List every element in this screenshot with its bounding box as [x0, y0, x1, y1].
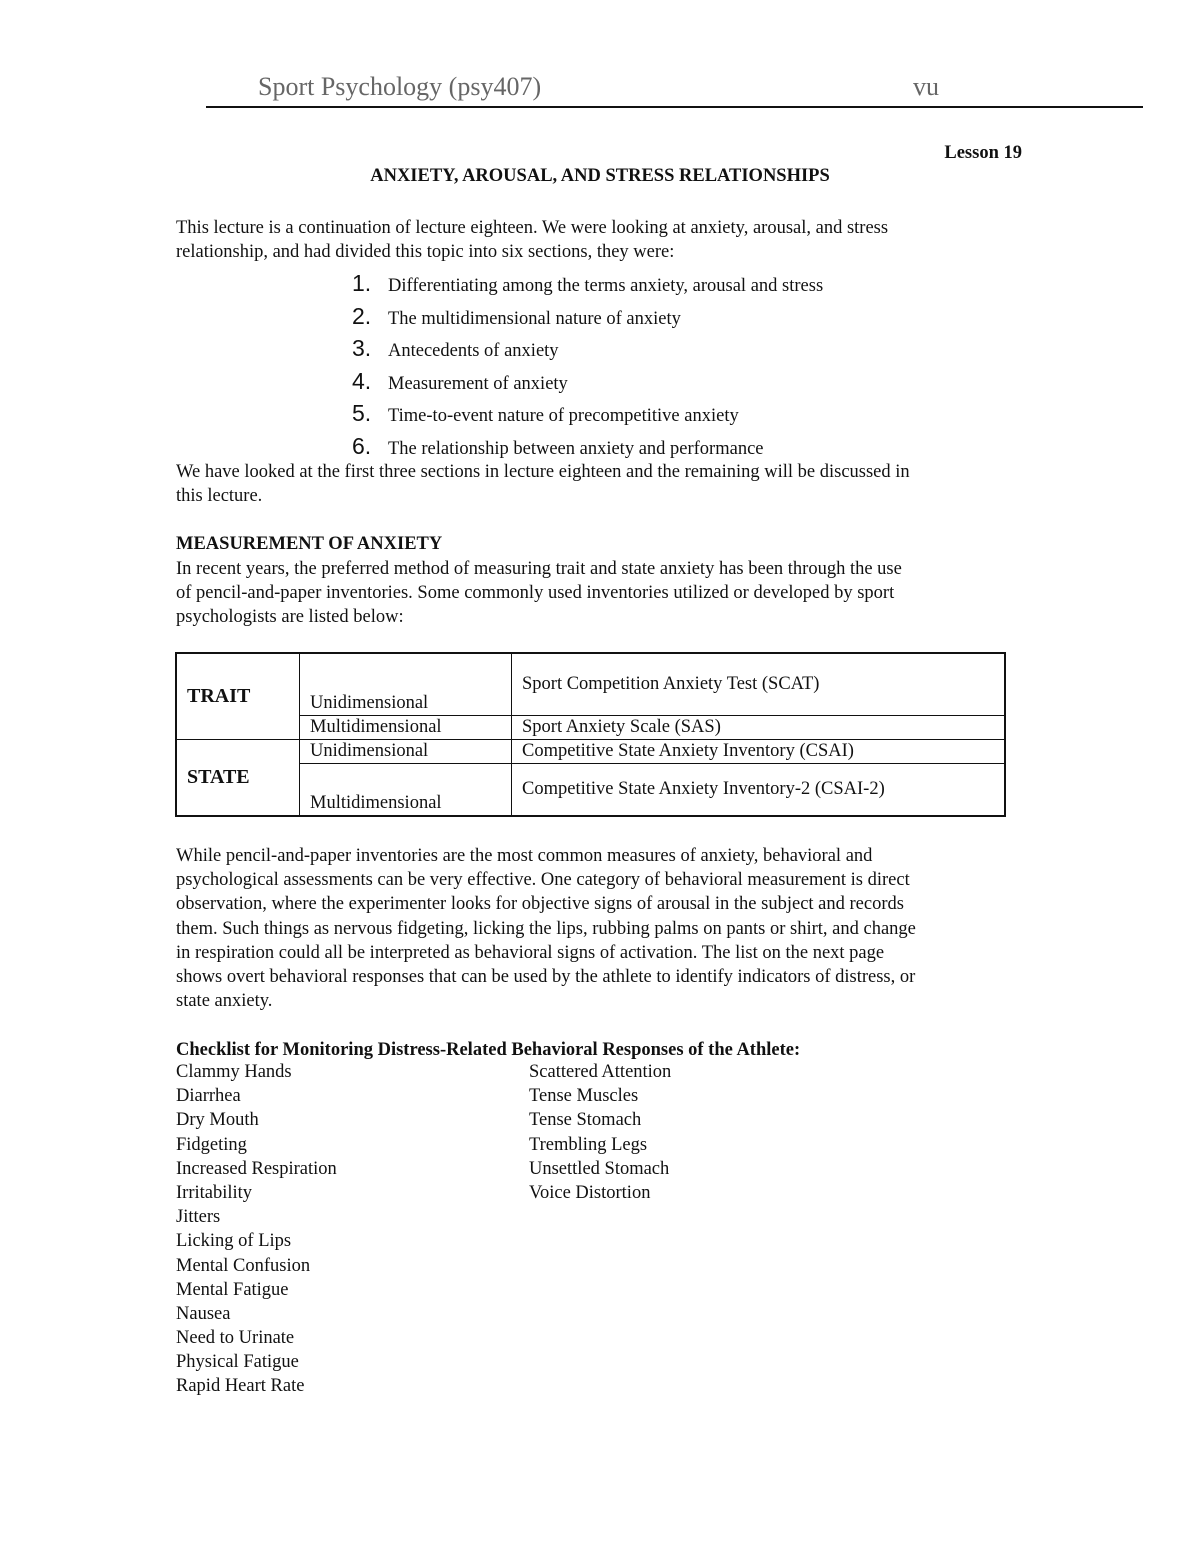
measurement-line-3: psychologists are listed below: — [176, 607, 404, 627]
list-item: Tense Stomach — [529, 1110, 642, 1131]
sections-list — [352, 270, 823, 466]
list-item: Clammy Hands — [176, 1062, 292, 1082]
dimension-cell: Unidimensional — [300, 653, 512, 716]
table-row — [176, 653, 1005, 716]
behavioral-line-1: While pencil-and-paper inventories are the most common measures of anxiety, behavioral and — [176, 846, 873, 866]
list-item: Tense Muscles — [529, 1086, 639, 1107]
list-item: 2. The multidimensional nature of anxiety — [352, 302, 681, 329]
measurement-line-1: In recent years, the preferred method of measuring trait and state anxiety has been through the use — [176, 559, 902, 579]
behavioral-line-2: psychological assessments can be very effective. One category of behavioral measurement is direct — [176, 870, 910, 890]
after-list-line-1: We have looked at the first three sections in lecture eighteen and the remaining will be discussed in — [176, 462, 910, 482]
list-item: 6. The relationship between anxiety and performance — [352, 432, 764, 459]
page-header — [258, 72, 958, 106]
list-item: 4. Measurement of anxiety — [352, 367, 568, 394]
list-item: Irritability — [176, 1182, 253, 1203]
list-item: Scattered Attention — [529, 1062, 672, 1082]
intro-line-2: relationship, and had divided this topic into six sections, they were: — [176, 242, 675, 262]
checklist-heading: Checklist for Monitoring Distress-Related Behavioral Responses of the Athlete: — [176, 1040, 801, 1060]
state-label: STATE — [176, 740, 300, 817]
intro-line-1: This lecture is a continuation of lecture eighteen. We were looking at anxiety, arousal, and stress — [176, 218, 889, 238]
list-item: Diarrhea — [176, 1086, 241, 1107]
list-item: 1. Differentiating among the terms anxiety, arousal and stress — [352, 270, 824, 296]
checklist-column-2 — [529, 1062, 671, 1207]
checklist-column-1 — [176, 1062, 337, 1401]
list-item: Dry Mouth — [176, 1110, 259, 1131]
header-rule — [206, 106, 1143, 108]
list-item: Need to Urinate — [176, 1328, 295, 1349]
list-item: 5. Time-to-event nature of precompetitive anxiety — [352, 400, 739, 427]
list-item: Licking of Lips — [176, 1231, 292, 1252]
inventory-cell: Competitive State Anxiety Inventory (CSAI) — [512, 740, 1006, 764]
inventory-table — [175, 652, 1006, 817]
list-item: Increased Respiration — [176, 1158, 337, 1179]
table-row — [176, 716, 1005, 740]
list-item: Unsettled Stomach — [529, 1158, 670, 1179]
inventory-cell: Competitive State Anxiety Inventory-2 (CSAI-2) — [512, 764, 1006, 817]
dimension-cell: Multidimensional — [300, 716, 512, 740]
behavioral-line-3: observation, where the experimenter looks for objective signs of arousal in the subject and records — [176, 894, 904, 914]
list-item: Trembling Legs — [529, 1134, 648, 1155]
inventory-cell: Sport Anxiety Scale (SAS) — [512, 716, 1006, 740]
behavioral-line-5: in respiration could all be interpreted as behavioral signs of activation. The list on the next page — [176, 943, 885, 963]
trait-label: TRAIT — [176, 653, 300, 740]
measurement-line-2: of pencil-and-paper inventories. Some commonly used inventories utilized or developed by sport — [176, 583, 895, 603]
institution-label: vu — [913, 72, 939, 101]
lesson-number: Lesson 19 — [944, 143, 1022, 163]
table-row — [176, 740, 1005, 764]
behavioral-line-7: state anxiety. — [176, 991, 273, 1011]
dimension-cell: Unidimensional — [300, 740, 512, 764]
page-title: ANXIETY, AROUSAL, AND STRESS RELATIONSHIPS — [370, 166, 830, 186]
measurement-heading: MEASUREMENT OF ANXIETY — [176, 534, 443, 554]
behavioral-line-4: them. Such things as nervous fidgeting, licking the lips, rubbing palms on pants or shirt, and change — [176, 919, 916, 939]
list-item: Fidgeting — [176, 1134, 247, 1155]
list-item: Rapid Heart Rate — [176, 1376, 305, 1397]
inventory-cell: Sport Competition Anxiety Test (SCAT) — [512, 653, 1006, 716]
table-row — [176, 764, 1005, 817]
dimension-cell: Multidimensional — [300, 764, 512, 817]
list-item: Mental Fatigue — [176, 1279, 289, 1300]
behavioral-line-6: shows overt behavioral responses that can be used by the athlete to identify indicators of distress, or — [176, 967, 916, 987]
list-item: Voice Distortion — [529, 1182, 651, 1203]
course-title: Sport Psychology (psy407) — [258, 72, 542, 101]
list-item: Physical Fatigue — [176, 1352, 299, 1373]
list-item: Jitters — [176, 1207, 221, 1228]
list-item: 3. Antecedents of anxiety — [352, 335, 559, 362]
list-item: Nausea — [176, 1303, 231, 1324]
list-item: Mental Confusion — [176, 1255, 311, 1276]
after-list-line-2: this lecture. — [176, 486, 263, 506]
